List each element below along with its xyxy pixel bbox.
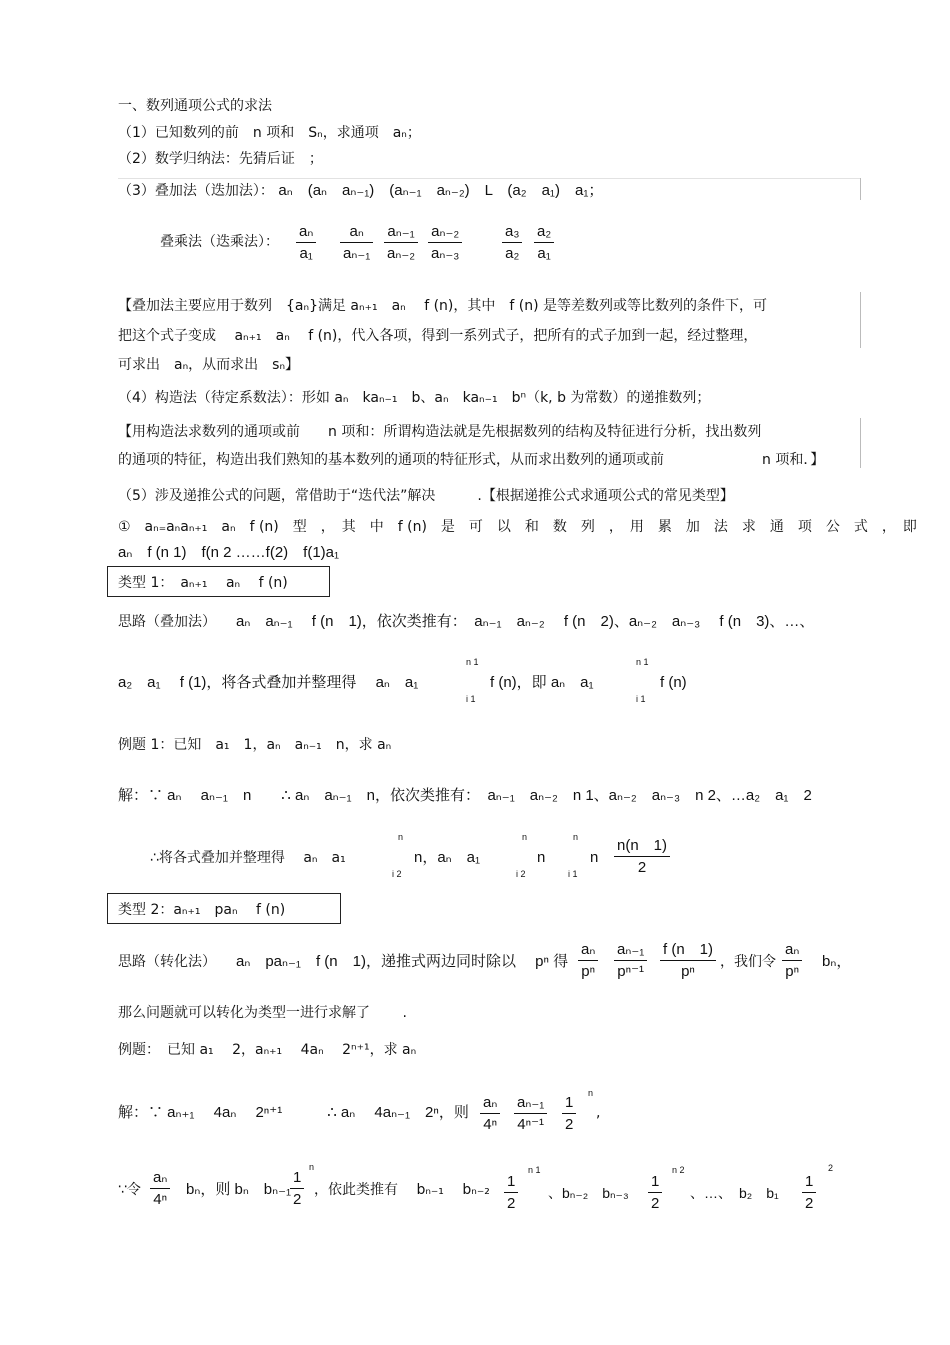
fraction-numerator: a₂ [534,222,554,243]
fraction-numerator: aₙ₋₁ [514,1093,547,1114]
type1-sum-end: f (n) [660,674,687,691]
example1-label: 例题 1：已知 a₁ 1，aₙ aₙ₋₁ n，求 aₙ [118,737,392,753]
exponent: n [588,1088,594,1098]
fraction-numerator: n(n 1) [614,836,670,857]
solution-term: n [590,849,599,866]
case1-line1: ① aₙ₌aₙaₙ₊₁ aₙ f (n) 型 ， 其 中 f (n) 是 可 以 和 数 列 ， 用 累 加 法 求 通 项 公 式 ， 即 [118,519,917,535]
sum-lower-limit: i 1 [636,694,646,704]
fraction-denominator: a₂ [505,245,520,262]
example1-solution-line2: ∴将各式叠加并整理得 aₙ a₁ [150,850,346,866]
let-d: 、bₙ₋₂ bₙ₋₃ [548,1185,629,1201]
example1-solution-line1: 解：∵ aₙ aₙ₋₁ n ∴ aₙ aₙ₋₁ n，依次类推有： aₙ₋₁ aₙ₋₂ n 1、aₙ₋₂ aₙ₋₃ n 2、…a₂ a₁ 2 [118,787,812,804]
fraction-numerator: aₙ₋₁ [614,940,647,961]
sum-lower-limit: i 1 [466,694,476,704]
fraction [660,940,716,983]
fraction [480,1093,500,1136]
sum-lower-limit: i 1 [568,869,578,879]
fraction-denominator: 2 [293,1191,302,1208]
item-3a [118,181,603,201]
fraction-denominator: aₙ₋₃ [431,245,460,262]
sum-upper-limit: n 1 [466,657,479,667]
sum-upper-limit: n 1 [636,657,649,667]
fraction-denominator: pⁿ [681,963,695,980]
fraction [514,1093,547,1136]
let-label: ∵令 [118,1182,141,1198]
note1-line2: 把这个式子变成 aₙ₊₁ aₙ f (n)，代入各项，得到一系列式子，把所有的式子加到一起，经过整理， [118,328,758,344]
type2-idea-a: aₙ paₙ₋₁ f (n 1)，递推式两边同时除以 pⁿ 得 [236,953,569,970]
note1-line3: 可求出 aₙ，从而求出 sₙ】 [118,357,300,373]
fraction-denominator: 4ⁿ⁻¹ [517,1116,545,1133]
fraction-denominator: 2 [507,1195,516,1212]
fraction-denominator: a₁ [299,245,313,262]
fraction-numerator: 1 [802,1172,816,1193]
fraction-denominator: aₙ₋₂ [387,245,416,262]
fraction-numerator: aₙ [578,940,598,961]
let-e: 、…、 b₂ b₁ [690,1185,779,1201]
solution-fraction [614,836,670,879]
fraction [562,1093,576,1136]
fraction-numerator: 1 [562,1093,576,1114]
fraction-numerator: aₙ₋₁ [384,222,418,243]
note2-line1: 【用构造法求数列的通项或前 n 项和：所谓构造法就是先根据数列的结构及特征进行分析，找出数列 [118,424,762,440]
fraction-numerator: aₙ [296,222,316,243]
fraction-numerator: 1 [290,1168,304,1189]
type1-sum-mid: f (n)，即 aₙ a₁ [490,674,594,691]
fraction-denominator: a₁ [537,245,551,262]
fraction [296,222,316,265]
fraction [384,222,418,265]
type2-then: 那么问题就可以转化为类型一进行求解了 . [118,1005,407,1021]
type2-title: 类型 2：aₙ₊₁ paₙ f (n) [118,902,286,918]
margin-rule [860,292,861,348]
fraction-numerator: a₃ [502,222,522,243]
fraction-denominator: pⁿ⁻¹ [617,963,645,980]
fraction [614,940,647,983]
fraction [502,222,522,265]
margin-rule [860,178,861,200]
type1-title: 类型 1： aₙ₊₁ aₙ f (n) [118,575,288,591]
fraction-denominator: 4ⁿ [153,1191,168,1208]
type1-idea-formula: aₙ aₙ₋₁ f (n 1)，依次类推有： aₙ₋₁ aₙ₋₂ f (n 2)、aₙ₋₂ aₙ₋₃ f (n 3)、…、 [236,613,815,630]
fraction [340,222,373,265]
sum-lower-limit: i 2 [392,869,402,879]
type2-idea-label: 思路（转化法） [118,954,216,970]
half-fraction [504,1172,518,1215]
let-fraction [150,1168,170,1211]
sum-upper-limit: n [398,832,404,842]
type1-box [107,566,330,597]
item-4: （4）构造法（待定系数法）：形如 aₙ kaₙ₋₁ b、aₙ kaₙ₋₁ bⁿ（k, b 为常数）的递推数列； [118,390,711,406]
item-3a-label: （3）叠加法（迭加法）： [118,183,274,199]
exponent: n [309,1162,315,1172]
type2-idea-c: bₙ， [822,953,852,970]
case1-line2: aₙ f (n 1) f(n 2 ……f(2) f(1)a₁ [118,544,340,561]
fraction-denominator: 2 [651,1195,660,1212]
fraction-denominator: 4ⁿ [483,1116,498,1133]
fraction [578,940,598,983]
fraction-numerator: 1 [648,1172,662,1193]
fraction-numerator: aₙ [150,1168,170,1189]
sum-upper-limit: n [573,832,579,842]
type2-idea-b: ，我们令 [720,954,776,970]
half-fraction [802,1172,816,1215]
half-fraction [648,1172,662,1215]
fraction-denominator: pⁿ [785,963,800,980]
fraction-numerator: aₙ₋₂ [428,222,462,243]
fraction-numerator: aₙ [340,222,373,243]
section-heading: 一、数列通项公式的求法 [118,98,272,114]
fraction-denominator: 2 [565,1116,574,1133]
fraction-denominator: 2 [637,859,647,876]
comma: , [596,1105,601,1121]
note2-line2: 的通项的特征，构造出我们熟知的基本数列的通项的特征形式，从而求出数列的通项或前 n 项和．】 [118,452,825,468]
fraction-denominator: aₙ₋₁ [343,245,371,262]
sum-upper-limit: n [522,832,528,842]
item-3a-formula: aₙ (aₙ aₙ₋₁) (aₙ₋₁ aₙ₋₂) L (a₂ a₁) a₁； [278,182,604,199]
exponent: 2 [828,1163,834,1173]
type2-let-fraction [782,940,802,983]
item-1: （1）已知数列的前 n 项和 Sₙ，求通项 aₙ； [118,125,421,141]
fraction-numerator: aₙ [480,1093,500,1114]
fraction-numerator: f (n 1) [660,940,716,961]
fraction [428,222,462,265]
item-3b-label: 叠乘法（迭乘法）： [160,234,279,250]
type2-box [107,893,341,924]
fraction-denominator: 2 [805,1195,814,1212]
fraction [534,222,554,265]
solution-term: n [537,849,546,866]
rule-line [118,178,860,179]
let-b: bₙ，则 bₙ bₙ₋₁ [186,1181,292,1198]
let-c: ，依此类推有 bₙ₋₁ bₙ₋₂ [314,1182,490,1198]
fraction-denominator: pⁿ [581,963,596,980]
example2-solution: 解：∵ aₙ₊₁ 4aₙ 2ⁿ⁺¹ ∴ aₙ 4aₙ₋₁ 2ⁿ，则 [118,1104,469,1121]
solution-mid: n，aₙ a₁ [414,849,481,866]
margin-rule [860,418,861,468]
sum-lower-limit: i 2 [516,869,526,879]
fraction-numerator: aₙ [782,940,802,961]
item-2: （2）数学归纳法：先猜后证 ； [118,151,323,167]
item-5: （5）涉及递推公式的问题，常借助于“迭代法”解决 .【根据递推公式求通项公式的常见类型】 [118,488,734,504]
half-fraction [290,1168,304,1211]
fraction-numerator: 1 [504,1172,518,1193]
type1-idea-label: 思路（叠加法） [118,614,216,630]
exponent: n 2 [672,1165,685,1175]
type1-sum-line1: a₂ a₁ f (1)，将各式叠加并整理得 aₙ a₁ [118,674,419,691]
note1-line1: 【叠加法主要应用于数列 {aₙ}满足 aₙ₊₁ aₙ f (n)，其中 f (n) 是等差数列或等比数列的条件下，可 [118,298,767,314]
example2-label: 例题： 已知 a₁ 2，aₙ₊₁ 4aₙ 2ⁿ⁺¹，求 aₙ [118,1042,417,1058]
exponent: n 1 [528,1165,541,1175]
